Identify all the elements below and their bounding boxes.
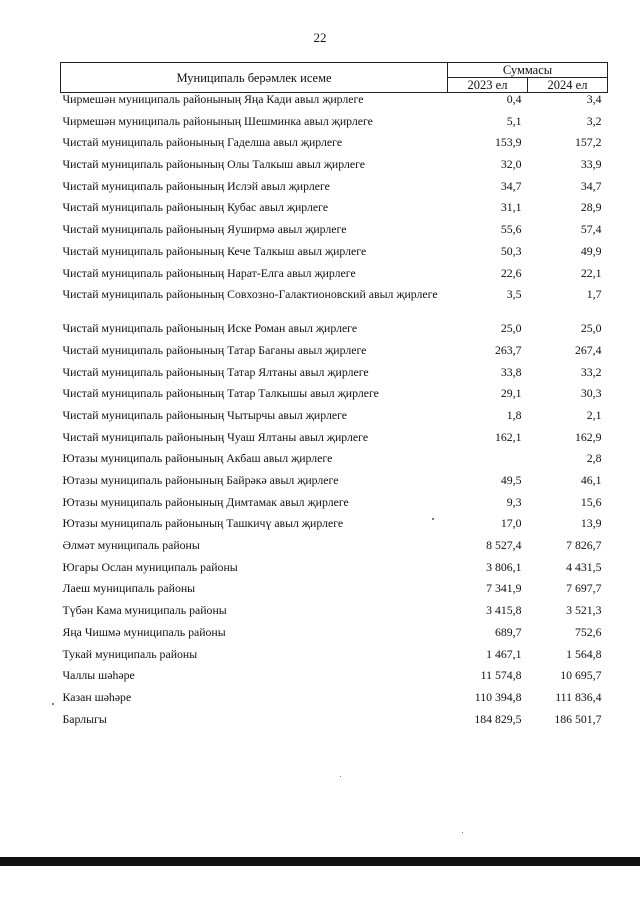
scan-speck [432, 518, 434, 520]
amount-2024-cell: 33,9 [580, 157, 602, 172]
municipality-name-cell: Барлыгы [62, 711, 107, 726]
table-row [61, 158, 608, 180]
amount-2023-cell: 689,7 [494, 624, 522, 639]
amount-2023-cell: 17,0 [500, 516, 522, 531]
municipality-name-cell: Ютазы муниципаль районының Байрәкә авыл җирлеге [62, 473, 339, 487]
municipality-name-cell: Югары Ослан муниципаль районы [62, 559, 238, 574]
municipality-name-cell: Казан шәһәре [62, 689, 132, 704]
amount-2024-cell: 162,9 [574, 429, 602, 444]
amount-2024-cell: 1,7 [586, 287, 602, 302]
amount-2023-cell: 3 806,1 [486, 559, 522, 574]
municipality-name-cell: Ютазы муниципаль районының Акбаш авыл җирлеге [62, 451, 333, 466]
table-row [61, 561, 608, 583]
municipality-name-cell: Яңа Чишмә муниципаль районы [62, 624, 226, 639]
amount-2024-cell: 49,9 [580, 243, 602, 258]
table-row [61, 322, 608, 344]
amount-2023-cell: 263,7 [494, 342, 522, 357]
amount-2023-cell: 33,8 [500, 364, 522, 379]
budget-table-container [60, 62, 608, 734]
amount-2024-cell: 2,1 [586, 407, 602, 422]
municipality-name-cell: Әлмәт муниципаль районы [62, 538, 200, 553]
table-row [61, 115, 608, 137]
table-row [61, 691, 608, 713]
amount-2023-cell: 110 394,8 [474, 689, 522, 704]
amount-2024-cell: 186 501,7 [554, 711, 602, 726]
municipality-name-cell: Чистай муниципаль районының Татар Ялтаны авыл җирлеге [62, 364, 369, 379]
amount-2024-cell: 3,4 [586, 92, 602, 106]
amount-2023-cell: 29,1 [500, 386, 522, 401]
table-body [61, 93, 608, 735]
amount-2023-cell: 49,5 [500, 473, 522, 487]
amount-2024-cell: 267,4 [574, 342, 602, 357]
municipality-name-cell: Чистай муниципаль районының Нарат-Елга авыл җирлеге [62, 265, 356, 280]
amount-2024-cell: 157,2 [574, 135, 602, 150]
amount-2024-cell: 57,4 [580, 222, 602, 237]
table-row [61, 452, 608, 474]
amount-2023-cell: 31,1 [500, 200, 522, 215]
table-row [61, 136, 608, 158]
table-row [61, 626, 608, 648]
amount-2023-cell [448, 452, 528, 474]
header-municipality-name: Муниципаль берәмлек исеме [61, 63, 448, 93]
amount-2023-cell: 1 467,1 [486, 646, 522, 661]
header-amount: Суммасы [448, 63, 608, 78]
table-row [61, 431, 608, 453]
municipality-name-cell: Ютазы муниципаль районының Димтамак авыл җирлеге [62, 494, 349, 509]
amount-2024-cell: 10 695,7 [560, 668, 602, 683]
amount-2023-cell: 11 574,8 [480, 668, 522, 683]
table-row [61, 669, 608, 691]
amount-2024-cell: 22,1 [580, 265, 602, 280]
table-row [61, 713, 608, 735]
municipality-name-cell: Чистай муниципаль районының Чуаш Ялтаны авыл җирлеге [62, 429, 369, 444]
header-year-2024: 2024 ел [528, 78, 608, 93]
municipality-name-cell: Чистай муниципаль районының Яуширмә авыл җирлеге [62, 222, 347, 237]
municipality-name-cell: Чистай муниципаль районының Совхозно-Галактионовский авыл җирлеге [62, 287, 438, 302]
page-number: 22 [313, 30, 327, 45]
municipality-name-cell: Түбән Кама муниципаль районы [62, 603, 227, 618]
amount-2024-cell: 15,6 [580, 494, 602, 509]
amount-2024-cell: 1 564,8 [566, 646, 602, 661]
municipality-name-cell: Тукай муниципаль районы [62, 646, 198, 661]
scan-speck [340, 776, 341, 777]
municipality-name-cell: Чистай муниципаль районының Чытырчы авыл җирлеге [62, 407, 347, 422]
amount-2023-cell: 34,7 [500, 178, 522, 193]
municipality-name-cell: Чистай муниципаль районының Татар Талкышы авыл җирлеге [62, 386, 379, 401]
table-row [61, 245, 608, 267]
scan-bottom-border [0, 857, 640, 866]
amount-2024-cell: 25,0 [580, 321, 602, 336]
scan-speck [462, 832, 463, 833]
amount-2024-cell: 28,9 [580, 200, 602, 215]
table-header [61, 63, 608, 93]
municipality-name-cell: Чистай муниципаль районының Татар Баганы авыл җирлеге [62, 342, 367, 357]
table-row [61, 496, 608, 518]
municipality-name-cell: Чирмешән муниципаль районының Шешминка авыл җирлеге [62, 113, 373, 128]
amount-2023-cell: 8 527,4 [486, 538, 522, 553]
table-row [61, 387, 608, 409]
table-row [61, 93, 608, 115]
amount-2024-cell: 752,6 [574, 624, 602, 639]
table-row [61, 366, 608, 388]
amount-2023-cell: 9,3 [506, 494, 522, 509]
amount-2024-cell: 46,1 [580, 473, 602, 487]
amount-2023-cell: 5,1 [506, 113, 522, 128]
municipality-name-cell: Чистай муниципаль районының Кече Талкыш авыл җирлеге [62, 243, 367, 258]
amount-2024-cell: 13,9 [580, 516, 602, 531]
scan-speck [52, 703, 54, 705]
table-row [61, 201, 608, 223]
table-row [61, 604, 608, 626]
amount-2024-cell: 33,2 [580, 364, 602, 379]
municipality-name-cell: Чаллы шәһәре [62, 668, 135, 683]
table-row [61, 223, 608, 245]
amount-2023-cell: 0,4 [506, 92, 522, 106]
amount-2023-cell: 162,1 [494, 429, 522, 444]
table-row [61, 517, 608, 539]
table-row [61, 539, 608, 561]
amount-2023-cell: 3 415,8 [486, 603, 522, 618]
amount-2024-cell: 4 431,5 [566, 559, 602, 574]
amount-2024-cell: 7 697,7 [566, 581, 602, 596]
table-row [61, 409, 608, 431]
amount-2024-cell: 30,3 [580, 386, 602, 401]
table-row [61, 267, 608, 289]
table-row [61, 180, 608, 202]
amount-2024-cell: 111 836,4 [555, 689, 602, 704]
municipality-name-cell: Чистай муниципаль районының Кубас авыл җирлеге [62, 200, 329, 215]
amount-2023-cell: 32,0 [500, 157, 522, 172]
municipality-name-cell: Лаеш муниципаль районы [62, 581, 196, 596]
amount-2023-cell: 7 341,9 [486, 581, 522, 596]
budget-table [60, 62, 608, 734]
table-row [61, 648, 608, 670]
municipality-name-cell: Чистай муниципаль районының Гаделша авыл җирлеге [62, 135, 343, 150]
amount-2024-cell: 2,8 [586, 451, 602, 466]
header-year-2023: 2023 ел [448, 78, 528, 93]
table-row [61, 288, 608, 322]
table-row [61, 344, 608, 366]
municipality-name-cell: Чистай муниципаль районының Иске Роман авыл җирлеге [62, 321, 358, 336]
amount-2023-cell: 50,3 [500, 243, 522, 258]
amount-2024-cell: 3 521,3 [566, 603, 602, 618]
amount-2024-cell: 3,2 [586, 113, 602, 128]
amount-2023-cell: 3,5 [506, 287, 522, 302]
municipality-name-cell: Чирмешән муниципаль районының Яңа Кади авыл җирлеге [62, 92, 364, 106]
amount-2023-cell: 153,9 [494, 135, 522, 150]
amount-2023-cell: 25,0 [500, 321, 522, 336]
amount-2024-cell: 7 826,7 [566, 538, 602, 553]
municipality-name-cell: Чистай муниципаль районының Олы Талкыш авыл җирлеге [62, 157, 366, 172]
municipality-name-cell: Чистай муниципаль районының Ислэй авыл җирлеге [62, 178, 330, 193]
amount-2023-cell: 1,8 [506, 407, 522, 422]
amount-2023-cell: 184 829,5 [474, 711, 522, 726]
amount-2023-cell: 55,6 [500, 222, 522, 237]
municipality-name-cell: Ютазы муниципаль районының Ташкичү авыл җирлеге [62, 516, 344, 531]
amount-2024-cell: 34,7 [580, 178, 602, 193]
amount-2023-cell: 22,6 [500, 265, 522, 280]
table-row [61, 474, 608, 496]
table-row [61, 582, 608, 604]
